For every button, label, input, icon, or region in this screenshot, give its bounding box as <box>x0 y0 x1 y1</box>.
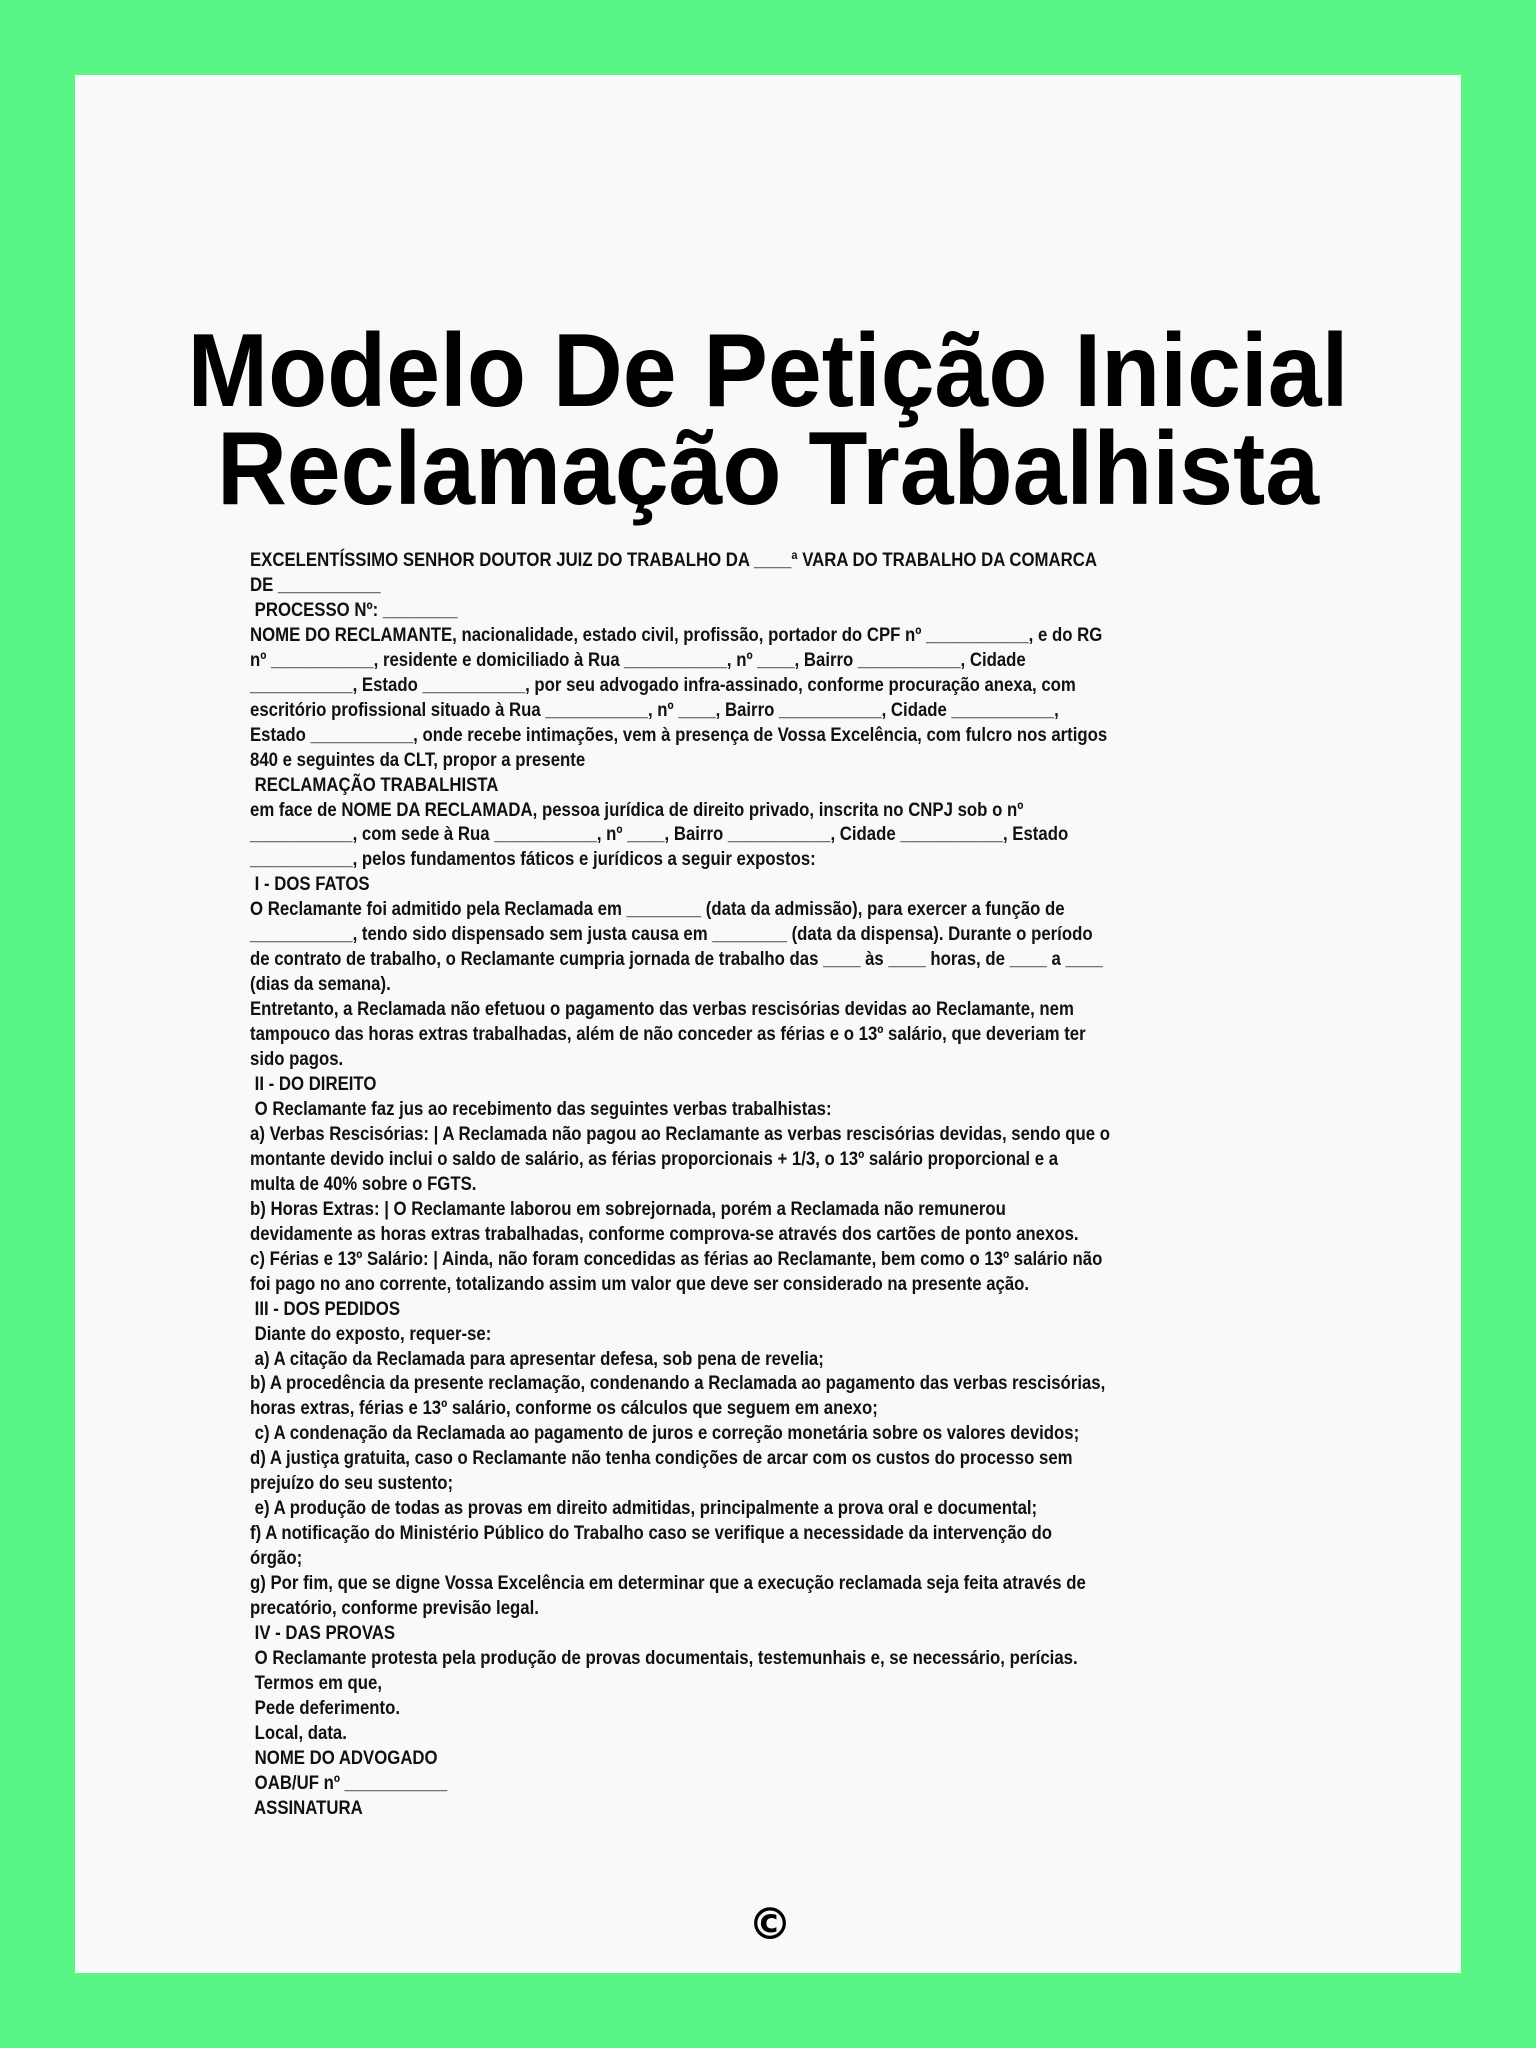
claimant-qualification: escritório profissional situado à Rua ___________, nº ____, Bairro ___________, Cidade ___________, <box>250 698 1059 721</box>
law-paragraph: O Reclamante faz jus ao recebimento das seguintes verbas trabalhistas: <box>250 1097 832 1120</box>
facts-paragraph: (dias da semana). <box>250 973 391 996</box>
facts-paragraph: tampouco das horas extras trabalhadas, além de não conceder as férias e o 13º salário, que deveriam ter <box>250 1023 1086 1046</box>
defendant-qualification: ___________, com sede à Rua ___________, nº ____, Bairro ___________, Cidade ___________, Estado <box>250 823 1069 846</box>
claimant-qualification: ___________, Estado ___________, por seu advogado infra-assinado, conforme procuração anexa, com <box>250 673 1076 696</box>
petition-body <box>250 548 1350 1821</box>
request-item-g: g) Por fim, que se digne Vossa Excelência em determinar que a execução reclamada seja feita através de <box>250 1572 1086 1595</box>
process-number: PROCESSO Nº: ________ <box>250 598 458 621</box>
page-title <box>0 312 1536 527</box>
claimant-qualification: nº ___________, residente e domiciliado à Rua ___________, nº ____, Bairro ___________, Cidade <box>250 648 1026 671</box>
law-item-b: b) Horas Extras: | O Reclamante laborou em sobrejornada, porém a Reclamada não remunerou <box>250 1197 1006 1220</box>
claimant-qualification: NOME DO RECLAMANTE, nacionalidade, estado civil, profissão, portador do CPF nº ___________, e do RG <box>250 623 1103 646</box>
lawyer-name: NOME DO ADVOGADO <box>250 1746 438 1769</box>
law-item-c: foi pago no ano corrente, totalizando assim um valor que deve ser considerado na presente ação. <box>250 1272 1030 1295</box>
request-item-a: a) A citação da Reclamada para apresentar defesa, sob pena de revelia; <box>250 1347 824 1370</box>
request-item-c: c) A condenação da Reclamada ao pagamento de juros e correção monetária sobre os valores devidos; <box>250 1422 1080 1445</box>
section-heading-evidence: IV - DAS PROVAS <box>250 1621 396 1644</box>
request-item-g: precatório, conforme previsão legal. <box>250 1597 539 1620</box>
request-item-d: d) A justiça gratuita, caso o Reclamante não tenha condições de arcar com os custos do processo sem <box>250 1447 1073 1470</box>
requests-intro: Diante do exposto, requer-se: <box>250 1322 492 1345</box>
law-item-c: c) Férias e 13º Salário: | Ainda, não foram concedidas as férias ao Reclamante, bem como o 13º salário não <box>250 1247 1103 1270</box>
law-item-a: a) Verbas Rescisórias: | A Reclamada não pagou ao Reclamante as verbas rescisórias devidas, sendo que o <box>250 1122 1111 1145</box>
section-heading-law: II - DO DIREITO <box>250 1073 377 1096</box>
facts-paragraph: Entretanto, a Reclamada não efetuou o pagamento das verbas rescisórias devidas ao Reclamante, nem <box>250 998 1074 1021</box>
request-item-f: órgão; <box>250 1547 303 1570</box>
law-item-a: multa de 40% sobre o FGTS. <box>250 1172 477 1195</box>
claimant-qualification: Estado ___________, onde recebe intimações, vem à presença de Vossa Excelência, com fulcro nos artigos <box>250 723 1108 746</box>
request-item-f: f) A notificação do Ministério Público do Trabalho caso se verifique a necessidade da intervenção do <box>250 1522 1053 1545</box>
title-line-2: Reclamação Trabalhista <box>216 410 1320 527</box>
request-item-b: horas extras, férias e 13º salário, conforme os cálculos que seguem em anexo; <box>250 1397 878 1420</box>
facts-paragraph: sido pagos. <box>250 1048 344 1071</box>
facts-paragraph: de contrato de trabalho, o Reclamante cumpria jornada de trabalho das ____ às ____ horas, de ____ a ____ <box>250 948 1103 971</box>
request-item-b: b) A procedência da presente reclamação, condenando a Reclamada ao pagamento das verbas rescisórias, <box>250 1372 1106 1395</box>
section-heading-requests: III - DOS PEDIDOS <box>250 1297 401 1320</box>
claimant-qualification: 840 e seguintes da CLT, propor a presente <box>250 748 586 771</box>
section-heading-facts: I - DOS FATOS <box>250 873 370 896</box>
defendant-qualification: ___________, pelos fundamentos fáticos e jurídicos a seguir expostos: <box>250 848 816 871</box>
closing-place-date: Local, data. <box>250 1721 347 1744</box>
evidence-paragraph: O Reclamante protesta pela produção de provas documentais, testemunhais e, se necessário, perícias. <box>250 1646 1078 1669</box>
defendant-qualification: em face de NOME DA RECLAMADA, pessoa jurídica de direito privado, inscrita no CNPJ sob o nº <box>250 798 1024 821</box>
signature: ASSINATURA <box>250 1796 363 1819</box>
action-heading: RECLAMAÇÃO TRABALHISTA <box>250 773 499 796</box>
law-item-a: montante devido inclui o saldo de salário, as férias proporcionais + 1/3, o 13º salário proporcional e a <box>250 1147 1059 1170</box>
header-addressee-cont: DE ___________ <box>250 573 381 596</box>
title-line-1: Modelo De Petição Inicial <box>187 312 1349 429</box>
request-item-e: e) A produção de todas as provas em direito admitidas, principalmente a prova oral e documental; <box>250 1497 1038 1520</box>
lawyer-oab: OAB/UF nº ___________ <box>250 1771 448 1794</box>
facts-paragraph: ___________, tendo sido dispensado sem justa causa em ________ (data da dispensa). Durante o período <box>250 923 1093 946</box>
facts-paragraph: O Reclamante foi admitido pela Reclamada em ________ (data da admissão), para exercer a função de <box>250 898 1065 921</box>
closing-request: Pede deferimento. <box>250 1696 401 1719</box>
law-item-b: devidamente as horas extras trabalhadas, conforme comprova-se através dos cartões de ponto anexos. <box>250 1222 1079 1245</box>
copyright-icon: © <box>748 1899 792 1950</box>
header-addressee: EXCELENTÍSSIMO SENHOR DOUTOR JUIZ DO TRABALHO DA ____ª VARA DO TRABALHO DA COMARCA <box>250 549 1097 571</box>
request-item-d: prejuízo do seu sustento; <box>250 1472 454 1495</box>
closing-terms: Termos em que, <box>250 1671 383 1694</box>
